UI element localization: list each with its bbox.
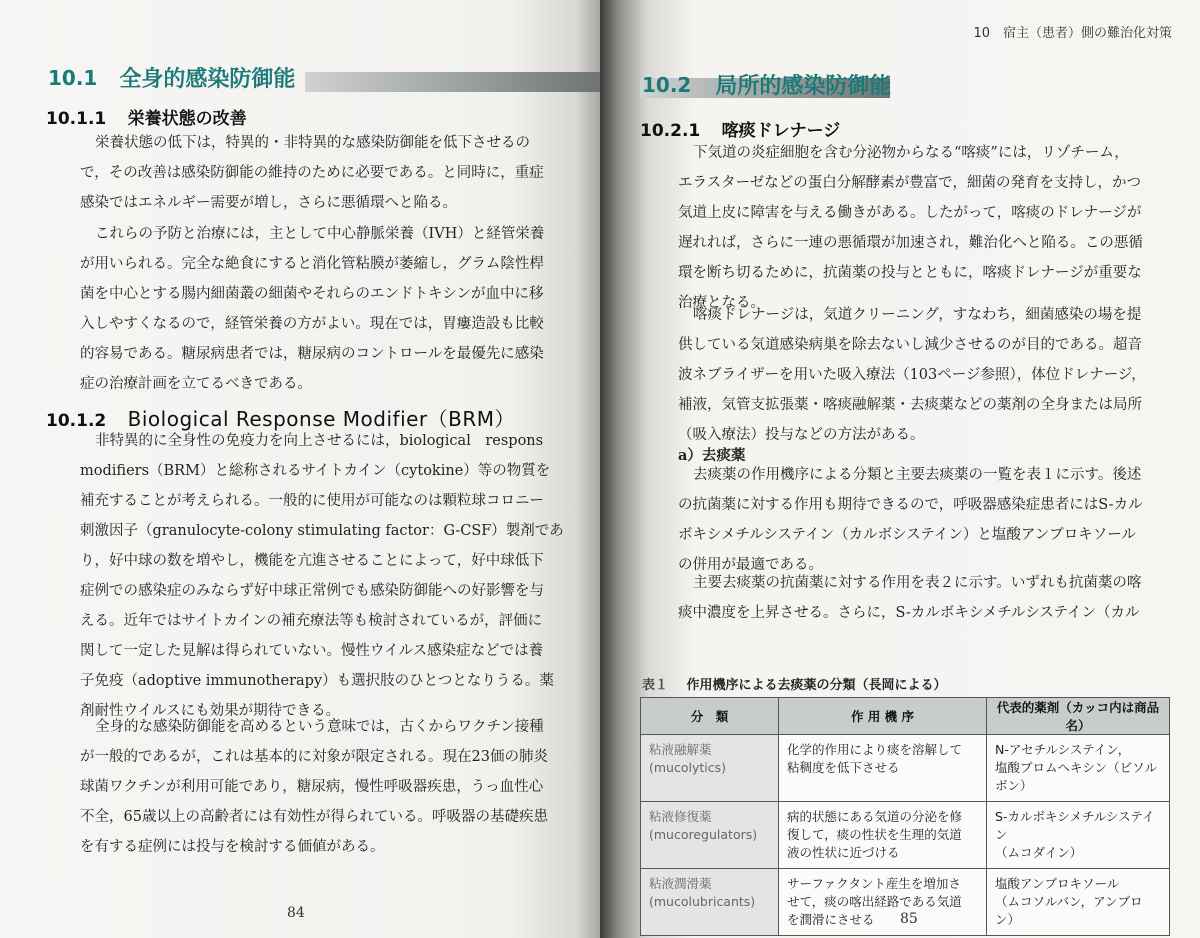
subsection-title: Biological Response Modifier（BRM） bbox=[127, 407, 516, 431]
subsection-number: 10.1.2 bbox=[46, 411, 107, 431]
text-line: エラスターゼなどの蛋白分解酵素が豊富で，細菌の発育を支持し，かつ bbox=[678, 175, 1141, 191]
text-line: ボキシメチルシステイン（カルボシステイン）と塩酸アンブロキソール bbox=[678, 527, 1136, 543]
subsection-heading bbox=[46, 104, 247, 129]
drug-line: 塩酸アンブロキソール bbox=[995, 876, 1120, 891]
text-line: 治療となる。 bbox=[678, 295, 765, 311]
running-head: 10 宿主（患者）側の難治化対策 bbox=[973, 26, 1172, 41]
drug-line: （ムコダイン） bbox=[995, 845, 1083, 860]
text-line: 的容易である。糖尿病患者では，糖尿病のコントロールを最優先に感染 bbox=[80, 346, 544, 362]
text-line: 痰中濃度を上昇させる。さらに，S-カルボキシメチルシステイン（カル bbox=[678, 605, 1140, 621]
text-line: の抗菌薬に対する作用も期待できるので，呼吸器感染症患者にはS-カル bbox=[678, 497, 1143, 513]
category-english: (mucoregulators) bbox=[649, 827, 758, 842]
table-header-row bbox=[641, 698, 1170, 735]
text-line: これらの予防と治療には，主として中心静脈栄養（IVH）と経管栄養 bbox=[95, 226, 545, 242]
category-cell bbox=[641, 735, 779, 802]
text-line: 下気道の炎症細胞を含む分泌物からなる“喀痰”には，リゾチーム， bbox=[693, 145, 1129, 161]
mechanism-line: 液の性状に近づける bbox=[787, 845, 900, 860]
drug-classification-table bbox=[640, 697, 1170, 936]
text-line: 栄養状態の低下は，特異的・非特異的な感染防御能を低下させるの bbox=[95, 135, 530, 151]
text-line: 環を断ち切るために，抗菌薬の投与とともに，喀痰ドレナージが重要な bbox=[678, 265, 1142, 281]
text-line: 供している気道感染病巣を除去ないし減少させるのが目的である。超音 bbox=[678, 337, 1142, 353]
paragraph bbox=[678, 300, 1146, 450]
section-title-bar bbox=[305, 72, 600, 92]
text-line: 球菌ワクチンが利用可能であり，糖尿病，慢性呼吸器疾患，うっ血性心 bbox=[80, 779, 544, 795]
text-line: 不全，65歳以上の高齢者には有効性が得られている。呼吸器の基礎疾患 bbox=[80, 809, 548, 825]
mechanism-line: サーファクタント産生を増加さ bbox=[787, 876, 961, 891]
category-name: 粘液融解薬 bbox=[649, 742, 712, 757]
text-line: える。近年ではサイトカインの補充療法等も検討されているが，評価に bbox=[80, 613, 543, 629]
page-number: 85 bbox=[900, 911, 918, 927]
mechanism-line: 化学的作用により痰を溶解して bbox=[787, 742, 963, 757]
subsection-number: 10.1.1 bbox=[46, 109, 107, 129]
category-name: 粘液修復薬 bbox=[649, 809, 712, 824]
table-header: 作 用 機 序 bbox=[779, 698, 987, 735]
drugs-cell bbox=[987, 802, 1170, 869]
text-line: の併用が最適である。 bbox=[678, 557, 823, 573]
text-line: 全身的な感染防御能を高めるという意味では，古くからワクチン接種 bbox=[95, 719, 544, 735]
text-line: （吸入療法）投与などの方法がある。 bbox=[678, 427, 925, 443]
text-line: で，その改善は感染防御能の維持のために必要である。と同時に，重症 bbox=[80, 165, 544, 181]
text-line: 菌を中心とする腸内細菌叢の細菌やそれらのエンドトキシンが血中に移 bbox=[80, 286, 544, 302]
sub-subsection-title: a）去痰薬 bbox=[678, 447, 746, 464]
mechanism-line: を潤滑にさせる bbox=[787, 912, 875, 927]
text-line: を有する症例には投与を検討する価値がある。 bbox=[80, 839, 385, 855]
subsection-title: 栄養状態の改善 bbox=[127, 109, 247, 129]
text-line: が一般的であるが，これは基本的に対象が限定される。現在23価の肺炎 bbox=[80, 749, 548, 765]
right-page bbox=[600, 0, 1200, 938]
section-heading bbox=[48, 62, 295, 93]
table-caption-text: 作用機序による去痰薬の分類（長岡による） bbox=[686, 678, 947, 693]
category-name: 粘液潤滑薬 bbox=[649, 876, 712, 891]
text-line: 主要去痰薬の抗菌薬に対する作用を表２に示す。いずれも抗菌薬の喀 bbox=[693, 575, 1142, 591]
text-line: 入しやすくなるので，経管栄養の方がよい。現在では，胃瘻造設も比較 bbox=[80, 316, 544, 332]
mechanism-cell bbox=[779, 802, 987, 869]
table-number: 表１ bbox=[642, 678, 669, 693]
section-number: 10.2 bbox=[642, 72, 692, 97]
table-caption bbox=[642, 674, 947, 693]
text-line: 補液，気管支拡張薬・喀痰融解薬・去痰薬などの薬剤の全身または局所 bbox=[678, 397, 1142, 413]
category-cell bbox=[641, 869, 779, 936]
section-number: 10.1 bbox=[48, 65, 98, 90]
text-line: 症の治療計画を立てるべきである。 bbox=[80, 376, 312, 392]
table-row bbox=[641, 735, 1170, 802]
paragraph bbox=[80, 426, 564, 726]
category-english: (mucolubricants) bbox=[649, 894, 756, 909]
paragraph bbox=[80, 219, 544, 399]
text-line: 症例での感染症のみならず好中球正常例でも感染防御能への好影響を与 bbox=[80, 583, 544, 599]
paragraph bbox=[678, 138, 1143, 318]
section-title: 全身的感染防御能 bbox=[119, 67, 296, 92]
paragraph bbox=[80, 128, 544, 218]
text-line: り，好中球の数を増やし，機能を亢進させることによって，好中球低下 bbox=[80, 553, 544, 569]
text-line: 刺激因子（granulocyte-colony stimulating factor：G-CSF）製剤であ bbox=[80, 523, 564, 539]
text-line: 非特異的に全身性の免疫力を向上させるには，biological respons bbox=[95, 433, 544, 449]
drug-line: 塩酸ブロムヘキシン（ビソルボン） bbox=[995, 760, 1158, 793]
paragraph bbox=[678, 568, 1141, 628]
paragraph bbox=[80, 712, 548, 862]
category-cell bbox=[641, 802, 779, 869]
page-number: 84 bbox=[287, 905, 305, 921]
mechanism-line: 復して，痰の性状を生理的気道 bbox=[787, 827, 962, 842]
mechanism-cell bbox=[779, 735, 987, 802]
mechanism-cell bbox=[779, 869, 987, 936]
category-english: (mucolytics) bbox=[649, 760, 727, 775]
text-line: modifiers（BRM）と総称されるサイトカイン（cytokine）等の物質を bbox=[80, 463, 551, 479]
table-header: 代表的薬剤（カッコ内は商品名） bbox=[987, 698, 1170, 735]
drug-line: S-カルボキシメチルシステイン bbox=[995, 809, 1155, 842]
drugs-cell bbox=[987, 869, 1170, 936]
text-line: 波ネブライザーを用いた吸入療法（103ページ参照），体位ドレナージ， bbox=[678, 367, 1146, 383]
paragraph bbox=[678, 460, 1143, 580]
drugs-cell bbox=[987, 735, 1170, 802]
text-line: 関して一定した見解は得られていない。慢性ウイルス感染症などでは養 bbox=[80, 643, 544, 659]
subsection-number: 10.2.1 bbox=[640, 121, 701, 141]
table-row bbox=[641, 802, 1170, 869]
subsection-title: 喀痰ドレナージ bbox=[721, 121, 841, 141]
text-line: が用いられる。完全な絶食にすると消化管粘膜が萎縮し，グラム陰性桿 bbox=[80, 256, 544, 272]
text-line: 感染ではエネルギー需要が増し，さらに悪循環へと陥る。 bbox=[80, 195, 457, 211]
drug-line: （ムコソルバン，アンブロン） bbox=[995, 894, 1143, 927]
text-line: 遅れれば，さらに一連の悪循環が加速され，難治化へと陥る。この悪循 bbox=[678, 235, 1143, 251]
text-line: 子免疫（adoptive immunotherapy）も選択肢のひとつとなりうる。薬 bbox=[80, 673, 554, 689]
mechanism-line: 病的状態にある気道の分泌を修 bbox=[787, 809, 963, 824]
section-heading bbox=[642, 69, 891, 100]
table-header: 分 類 bbox=[641, 698, 779, 735]
section-title: 局所的感染防御能 bbox=[715, 74, 892, 99]
drug-line: N-アセチルシステイン， bbox=[995, 742, 1131, 757]
mechanism-line: 粘稠度を低下させる bbox=[787, 760, 900, 775]
mechanism-line: せて，痰の喀出経路である気道 bbox=[787, 894, 962, 909]
text-line: 補充することが考えられる。一般的に使用が可能なのは顆粒球コロニー bbox=[80, 493, 544, 509]
text-line: 去痰薬の作用機序による分類と主要去痰薬の一覧を表１に示す。後述 bbox=[693, 467, 1142, 483]
text-line: 気道上皮に障害を与える働きがある。したがって，喀痰のドレナージが bbox=[678, 205, 1142, 221]
text-line: 剤耐性ウイルスにも効果が期待できる。 bbox=[80, 703, 341, 719]
text-line: 喀痰ドレナージは，気道クリーニング，すなわち，細菌感染の場を提 bbox=[693, 307, 1142, 323]
